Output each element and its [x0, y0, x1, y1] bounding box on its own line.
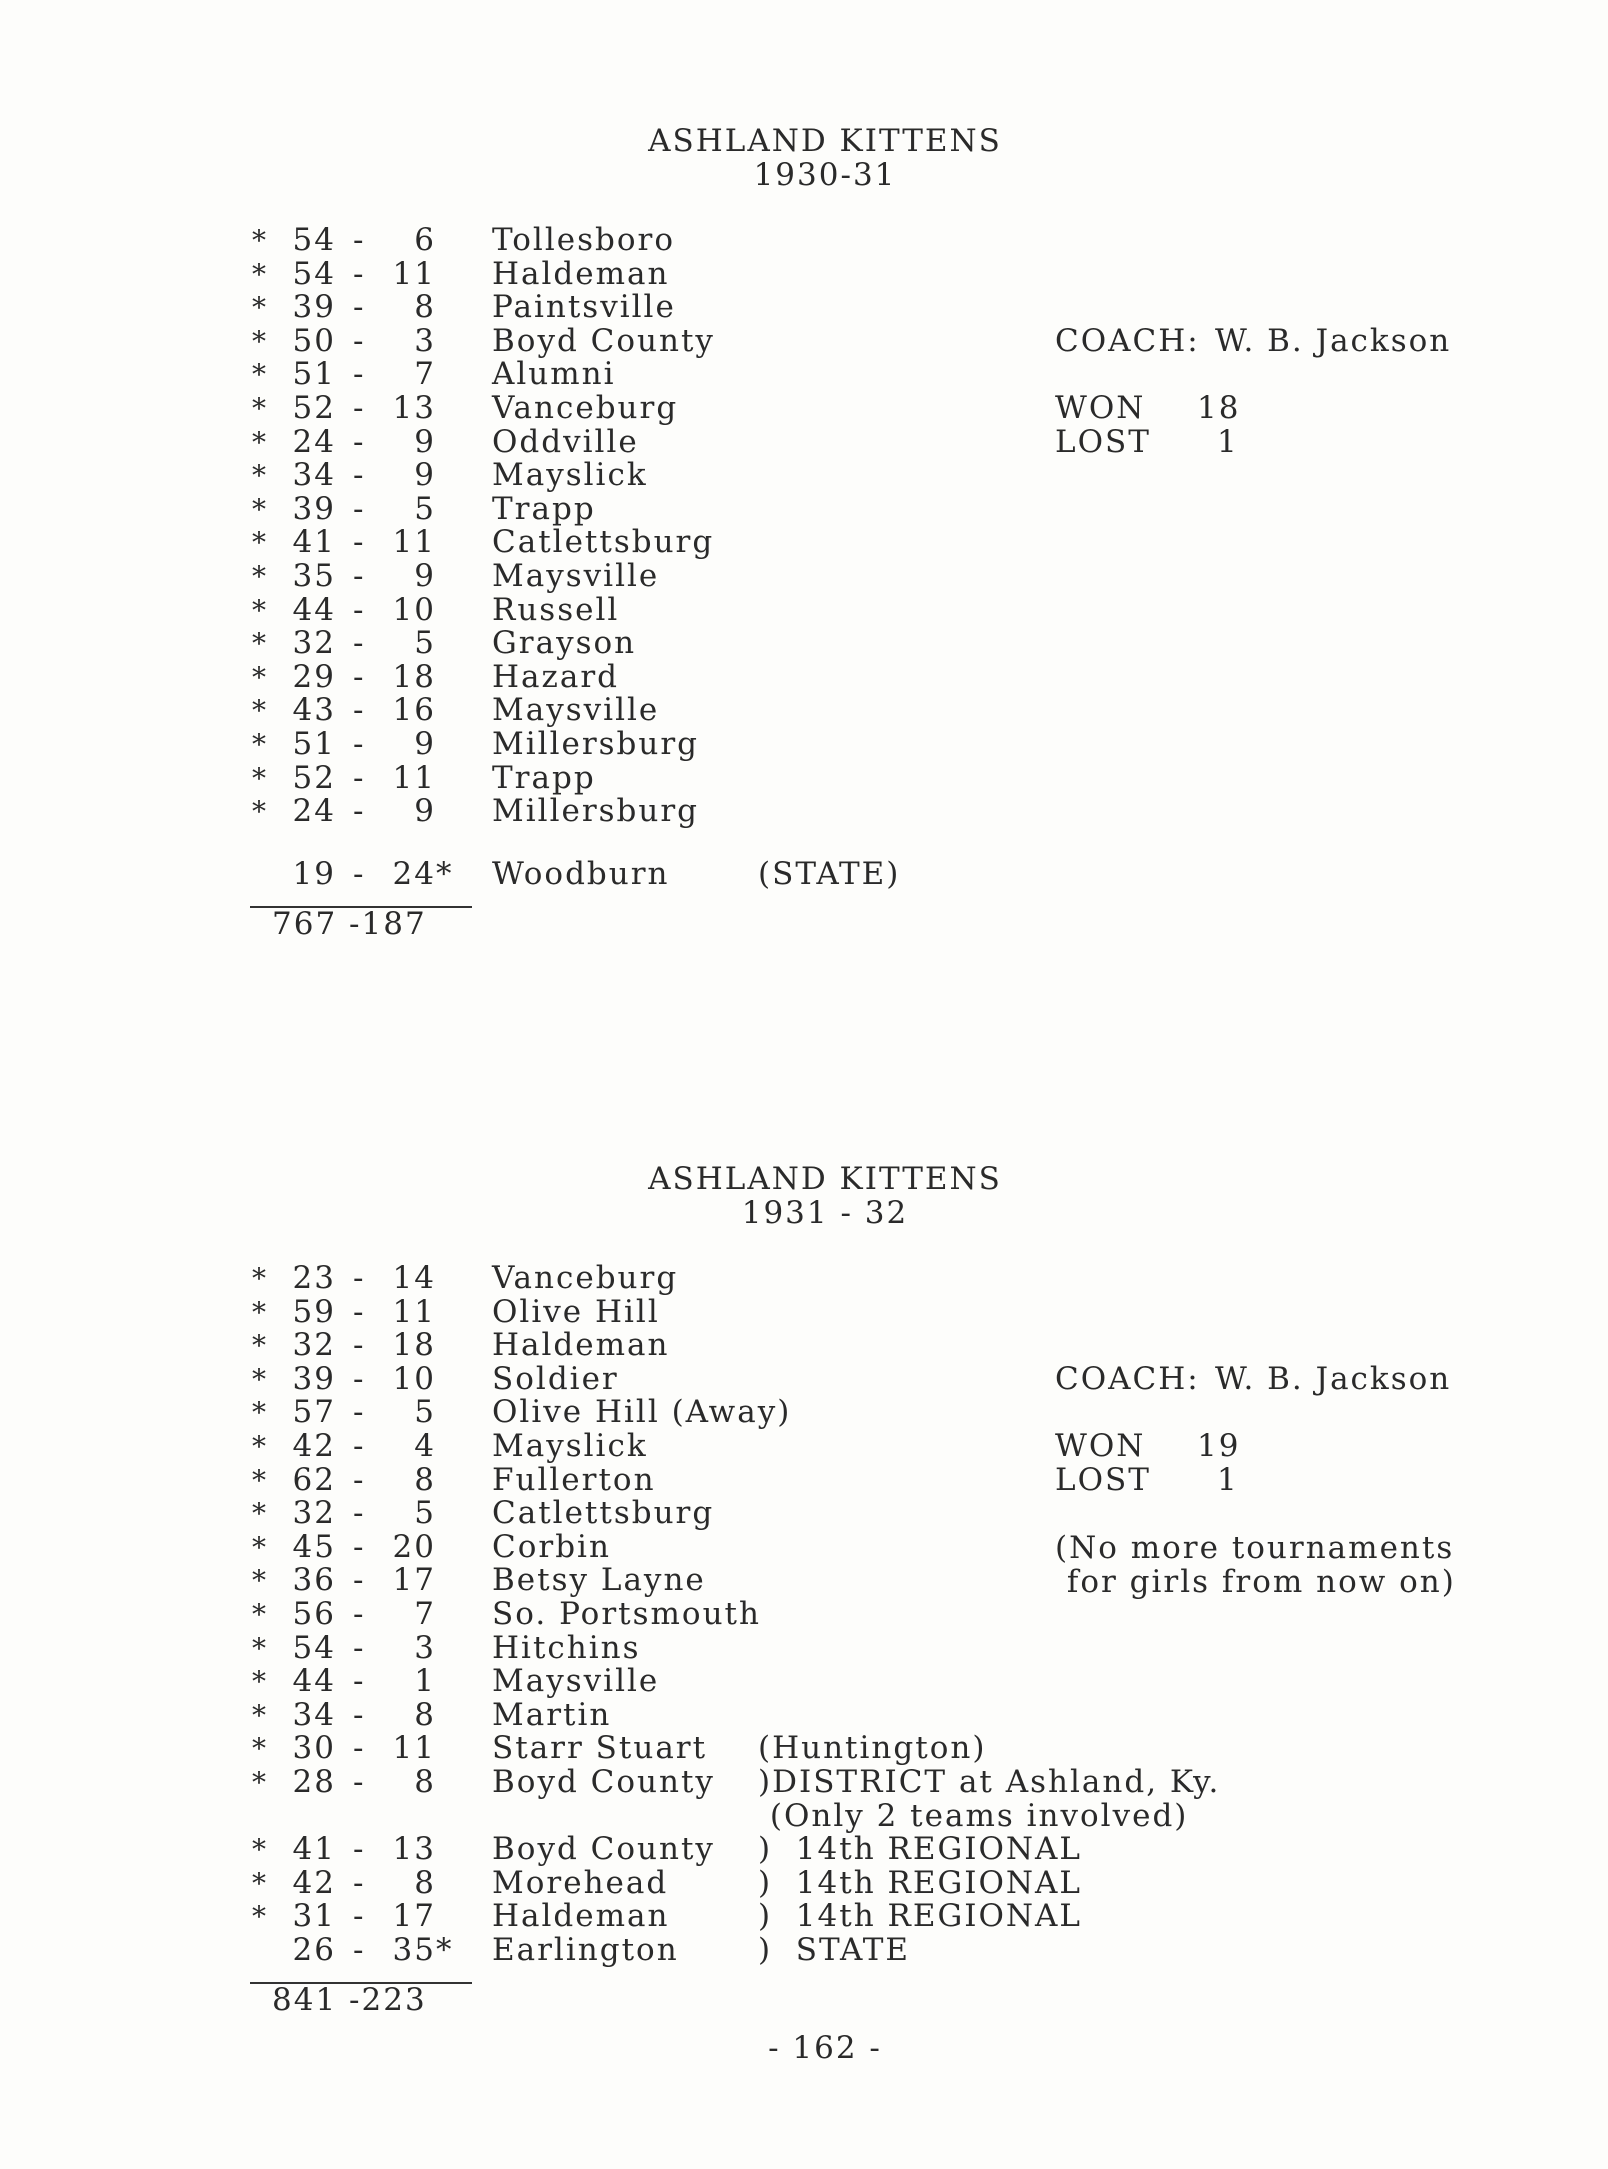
score-opponent: 7	[414, 1595, 436, 1632]
win-marker: *	[252, 1396, 268, 1430]
score-ashland: 32	[292, 1495, 336, 1532]
score-opponent: 9	[414, 557, 436, 594]
game-row	[0, 694, 1608, 728]
game-row	[0, 1629, 1608, 1666]
win-marker-post: *	[436, 1931, 454, 1968]
game-row	[0, 627, 1608, 661]
score-opponent: 3	[414, 322, 436, 359]
score-ashland: 42	[292, 1427, 336, 1464]
win-marker: *	[252, 1429, 268, 1463]
score-opponent: 11	[392, 1293, 436, 1330]
win-marker: *	[252, 694, 268, 728]
win-marker: *	[252, 1295, 268, 1329]
score-opponent: 6	[414, 222, 436, 258]
opponent-name: Starr Stuart	[492, 1730, 708, 1767]
game-row	[0, 1696, 1608, 1733]
game-row	[0, 1732, 1608, 1766]
win-marker: *	[252, 492, 268, 526]
score-dash: -	[353, 356, 366, 393]
score-dash: -	[353, 1327, 366, 1364]
score-dash: -	[353, 759, 366, 796]
score-opponent: 5	[414, 1394, 436, 1431]
lost-label: LOST	[1055, 1462, 1151, 1498]
remark-line-1: (No more tournaments	[1055, 1530, 1455, 1566]
season1-games-list	[0, 224, 1608, 829]
score-dash: -	[353, 222, 366, 258]
score-ashland: 29	[292, 658, 336, 695]
score-dash: -	[353, 1663, 366, 1700]
opponent-name: Betsy Layne	[492, 1562, 706, 1599]
score-ashland: 24	[292, 423, 336, 460]
coach-label: COACH:	[1055, 1361, 1200, 1397]
score-ashland: 23	[292, 1260, 336, 1296]
coach-label: COACH:	[1055, 323, 1200, 359]
score-opponent: 13	[392, 1831, 436, 1868]
score-dash: -	[353, 1931, 366, 1968]
game-row	[0, 1262, 1608, 1296]
score-dash: -	[353, 255, 366, 292]
season2-years: 1931 - 32	[741, 1195, 909, 1231]
win-marker: *	[252, 391, 268, 425]
score-ashland: 36	[292, 1562, 336, 1599]
score-opponent: 8	[414, 1763, 436, 1800]
score-dash: -	[353, 1696, 366, 1733]
score-dash: -	[353, 1461, 366, 1498]
remark-line-2: for girls from now on)	[1055, 1564, 1456, 1600]
game-row	[0, 1329, 1608, 1363]
score-dash: -	[353, 1427, 366, 1464]
opponent-name: Fullerton	[492, 1461, 656, 1498]
score-opponent: 35	[392, 1931, 436, 1968]
score-dash: -	[353, 658, 366, 695]
score-ashland: 24	[292, 793, 336, 830]
opponent-name: Grayson	[492, 625, 637, 662]
opponent-name: Woodburn	[492, 856, 670, 892]
opponent-name: Catlettsburg	[492, 524, 715, 561]
season1-state-game	[0, 858, 1608, 892]
score-opponent: 10	[392, 591, 436, 628]
score-ashland: 42	[292, 1864, 336, 1901]
score-dash: -	[353, 1394, 366, 1431]
game-note: (Huntington)	[758, 1730, 987, 1767]
score-dash: -	[353, 856, 366, 892]
won-label: WON	[1055, 390, 1146, 426]
season1-title: ASHLAND KITTENS	[648, 123, 1002, 159]
opponent-name: Boyd County	[492, 1763, 715, 1800]
score-opponent: 9	[414, 793, 436, 830]
score-ashland: 31	[292, 1898, 336, 1935]
game-note: ) STATE	[758, 1931, 911, 1968]
opponent-name: Martin	[492, 1696, 612, 1733]
score-dash: -	[353, 490, 366, 527]
score-opponent: 8	[414, 1696, 436, 1733]
score-ashland: 39	[292, 289, 336, 326]
opponent-name: Haldeman	[492, 1327, 670, 1364]
score-opponent: 11	[392, 255, 436, 292]
opponent-name: Vanceburg	[492, 389, 679, 426]
score-opponent: 11	[392, 524, 436, 561]
win-marker: *	[252, 593, 268, 627]
game-row	[0, 1763, 1608, 1800]
score-ashland: 35	[292, 557, 336, 594]
score-ashland: 50	[292, 322, 336, 359]
opponent-name: Trapp	[492, 490, 596, 527]
score-ashland: 39	[292, 1360, 336, 1397]
opponent-name: Hitchins	[492, 1629, 641, 1666]
opponent-name: Vanceburg	[492, 1260, 679, 1296]
score-ashland: 30	[292, 1730, 336, 1767]
game-row	[0, 1665, 1608, 1699]
score-ashland: 26	[292, 1931, 336, 1968]
win-marker: *	[252, 1732, 268, 1766]
won-label: WON	[1055, 1428, 1146, 1464]
score-dash: -	[353, 1528, 366, 1565]
game-row	[0, 358, 1608, 392]
opponent-name: Corbin	[492, 1528, 611, 1565]
score-ashland: 44	[292, 591, 336, 628]
lost-count: 1	[1217, 424, 1239, 460]
game-row	[0, 255, 1608, 292]
score-dash: -	[353, 1260, 366, 1296]
game-note: )DISTRICT at Ashland, Ky.	[758, 1763, 1221, 1800]
win-marker: *	[252, 1329, 268, 1363]
score-dash: -	[353, 1730, 366, 1767]
opponent-name: Morehead	[492, 1864, 669, 1901]
score-ashland: 44	[292, 1663, 336, 1700]
win-marker: *	[252, 1362, 268, 1396]
win-marker: *	[252, 1597, 268, 1631]
season1-total: 767 -187	[272, 906, 427, 942]
score-opponent: 8	[414, 1461, 436, 1498]
score-opponent: 18	[392, 658, 436, 695]
score-dash: -	[353, 1864, 366, 1901]
score-dash: -	[353, 1360, 366, 1397]
win-marker: *	[252, 1631, 268, 1665]
opponent-name: Earlington	[492, 1931, 679, 1968]
score-ashland: 32	[292, 625, 336, 662]
score-dash: -	[353, 1898, 366, 1935]
opponent-name: Millersburg	[492, 793, 700, 830]
opponent-name: Tollesboro	[492, 222, 676, 258]
game-note: ) 14th REGIONAL	[758, 1831, 1083, 1868]
score-opponent: 11	[392, 1730, 436, 1767]
score-opponent: 5	[414, 490, 436, 527]
win-marker: *	[252, 1564, 268, 1598]
game-row	[0, 1427, 1608, 1464]
score-ashland: 52	[292, 759, 336, 796]
score-dash: -	[353, 1495, 366, 1532]
win-marker: *	[252, 291, 268, 325]
score-dash: -	[353, 457, 366, 494]
game-row	[0, 591, 1608, 628]
game-note: ) 14th REGIONAL	[758, 1864, 1083, 1901]
opponent-name: Trapp	[492, 759, 596, 796]
score-dash: -	[353, 322, 366, 359]
score-dash: -	[353, 1562, 366, 1599]
lost-count: 1	[1217, 1462, 1239, 1498]
score-dash: -	[353, 692, 366, 729]
score-opponent: 8	[414, 289, 436, 326]
score-ashland: 19	[292, 856, 336, 892]
opponent-name: Paintsville	[492, 289, 676, 326]
opponent-name: Maysville	[492, 692, 660, 729]
score-dash: -	[353, 725, 366, 762]
win-marker: *	[252, 257, 268, 291]
score-opponent: 7	[414, 356, 436, 393]
win-marker: *	[252, 1866, 268, 1900]
won-count: 19	[1197, 1428, 1241, 1464]
win-marker: *	[252, 795, 268, 829]
score-ashland: 45	[292, 1528, 336, 1565]
opponent-name: Russell	[492, 591, 620, 628]
score-ashland: 62	[292, 1461, 336, 1498]
win-marker: *	[252, 425, 268, 459]
opponent-name: Alumni	[492, 356, 616, 393]
opponent-name: Mayslick	[492, 457, 648, 494]
score-dash: -	[353, 1595, 366, 1632]
game-row	[0, 1595, 1608, 1632]
opponent-name: Mayslick	[492, 1427, 648, 1464]
score-opponent: 13	[392, 389, 436, 426]
score-ashland: 54	[292, 222, 336, 258]
score-opponent: 20	[392, 1528, 436, 1565]
score-dash: -	[353, 793, 366, 830]
opponent-name: Catlettsburg	[492, 1495, 715, 1532]
opponent-name: Soldier	[492, 1360, 619, 1397]
game-row	[0, 725, 1608, 762]
game-row	[0, 1931, 1608, 1968]
score-opponent: 14	[392, 1260, 436, 1296]
opponent-name: Hazard	[492, 658, 619, 695]
win-marker: *	[252, 358, 268, 392]
score-dash: -	[353, 423, 366, 460]
opponent-name: Boyd County	[492, 1831, 715, 1868]
season2-remark-2	[1055, 1564, 1456, 1667]
win-marker: *	[252, 1833, 268, 1867]
score-opponent: 4	[414, 1427, 436, 1464]
win-marker: *	[252, 1665, 268, 1699]
score-ashland: 54	[292, 255, 336, 292]
game-row	[0, 291, 1608, 325]
coach-name: W. B. Jackson	[1215, 1361, 1452, 1397]
score-opponent: 1	[414, 1663, 436, 1700]
win-marker: *	[252, 727, 268, 761]
win-marker: *	[252, 1698, 268, 1732]
win-marker: *	[252, 526, 268, 560]
opponent-name: Olive Hill	[492, 1293, 660, 1330]
game-row	[0, 858, 1608, 892]
score-opponent: 18	[392, 1327, 436, 1364]
score-ashland: 32	[292, 1327, 336, 1364]
opponent-name: Olive Hill (Away)	[492, 1394, 792, 1431]
score-opponent: 10	[392, 1360, 436, 1397]
game-row	[0, 1396, 1608, 1430]
opponent-name: Haldeman	[492, 1898, 670, 1935]
opponent-name: Millersburg	[492, 725, 700, 762]
score-dash: -	[353, 524, 366, 561]
score-ashland: 57	[292, 1394, 336, 1431]
score-opponent: 17	[392, 1562, 436, 1599]
season2-title: ASHLAND KITTENS	[648, 1161, 1002, 1197]
score-dash: -	[353, 389, 366, 426]
score-opponent: 9	[414, 457, 436, 494]
score-dash: -	[353, 1763, 366, 1800]
win-marker: *	[252, 660, 268, 694]
won-count: 18	[1197, 390, 1241, 426]
game-row	[0, 389, 1608, 426]
score-dash: -	[353, 625, 366, 662]
score-opponent: 16	[392, 692, 436, 729]
game-row	[0, 759, 1608, 796]
score-dash: -	[353, 1831, 366, 1868]
score-ashland: 34	[292, 457, 336, 494]
score-ashland: 51	[292, 725, 336, 762]
score-opponent: 5	[414, 625, 436, 662]
score-opponent: 11	[392, 759, 436, 796]
score-ashland: 51	[292, 356, 336, 393]
score-ashland: 54	[292, 1629, 336, 1666]
opponent-name: Boyd County	[492, 322, 715, 359]
score-ashland: 43	[292, 692, 336, 729]
page-number: - 162 -	[768, 2030, 882, 2066]
score-opponent: 8	[414, 1864, 436, 1901]
win-marker: *	[252, 1765, 268, 1799]
opponent-name: Haldeman	[492, 255, 670, 292]
win-marker: *	[252, 627, 268, 661]
game-row	[0, 1461, 1608, 1498]
score-ashland: 52	[292, 389, 336, 426]
game-row	[0, 224, 1608, 258]
opponent-name: Maysville	[492, 557, 660, 594]
lost-label: LOST	[1055, 424, 1151, 460]
score-ashland: 56	[292, 1595, 336, 1632]
game-note: ) 14th REGIONAL	[758, 1898, 1083, 1935]
score-dash: -	[353, 1629, 366, 1666]
score-ashland: 34	[292, 1696, 336, 1733]
opponent-name: So. Portsmouth	[492, 1595, 761, 1632]
game-row	[0, 1797, 1608, 1834]
win-marker: *	[252, 1463, 268, 1497]
score-opponent: 9	[414, 423, 436, 460]
game-row	[0, 1497, 1608, 1531]
score-dash: -	[353, 591, 366, 628]
game-row	[0, 1293, 1608, 1330]
season2-total: 841 -223	[272, 1982, 427, 2018]
score-ashland: 28	[292, 1763, 336, 1800]
score-dash: -	[353, 1293, 366, 1330]
win-marker: *	[252, 459, 268, 493]
score-opponent: 17	[392, 1898, 436, 1935]
game-note: (STATE)	[758, 856, 901, 892]
game-row	[0, 1833, 1608, 1867]
score-opponent: 9	[414, 725, 436, 762]
win-marker: *	[252, 761, 268, 795]
game-row	[0, 1864, 1608, 1901]
win-marker-post: *	[436, 856, 454, 892]
game-row	[0, 526, 1608, 560]
game-row	[0, 423, 1608, 460]
win-marker: *	[252, 559, 268, 593]
score-ashland: 39	[292, 490, 336, 527]
game-row	[0, 459, 1608, 493]
opponent-name: Maysville	[492, 1663, 660, 1700]
score-opponent: 5	[414, 1495, 436, 1532]
win-marker: *	[252, 1497, 268, 1531]
win-marker: *	[252, 224, 268, 257]
win-marker: *	[252, 1530, 268, 1564]
game-row	[0, 795, 1608, 829]
game-row	[0, 1900, 1608, 1934]
season1-lost	[1055, 424, 1239, 560]
score-dash: -	[353, 557, 366, 594]
opponent-name: Oddville	[492, 423, 639, 460]
score-opponent: 3	[414, 1629, 436, 1666]
score-ashland: 41	[292, 524, 336, 561]
game-row	[0, 658, 1608, 695]
season1-years: 1930-31	[753, 157, 897, 193]
coach-name: W. B. Jackson	[1215, 323, 1452, 359]
win-marker: *	[252, 1262, 268, 1295]
game-row	[0, 557, 1608, 594]
win-marker: *	[252, 324, 268, 358]
win-marker: *	[252, 1900, 268, 1934]
score-ashland: 41	[292, 1831, 336, 1868]
score-ashland: 59	[292, 1293, 336, 1330]
game-note: (Only 2 teams involved)	[758, 1797, 1189, 1834]
score-dash: -	[353, 289, 366, 326]
score-opponent: 24	[392, 856, 436, 892]
game-row	[0, 490, 1608, 527]
